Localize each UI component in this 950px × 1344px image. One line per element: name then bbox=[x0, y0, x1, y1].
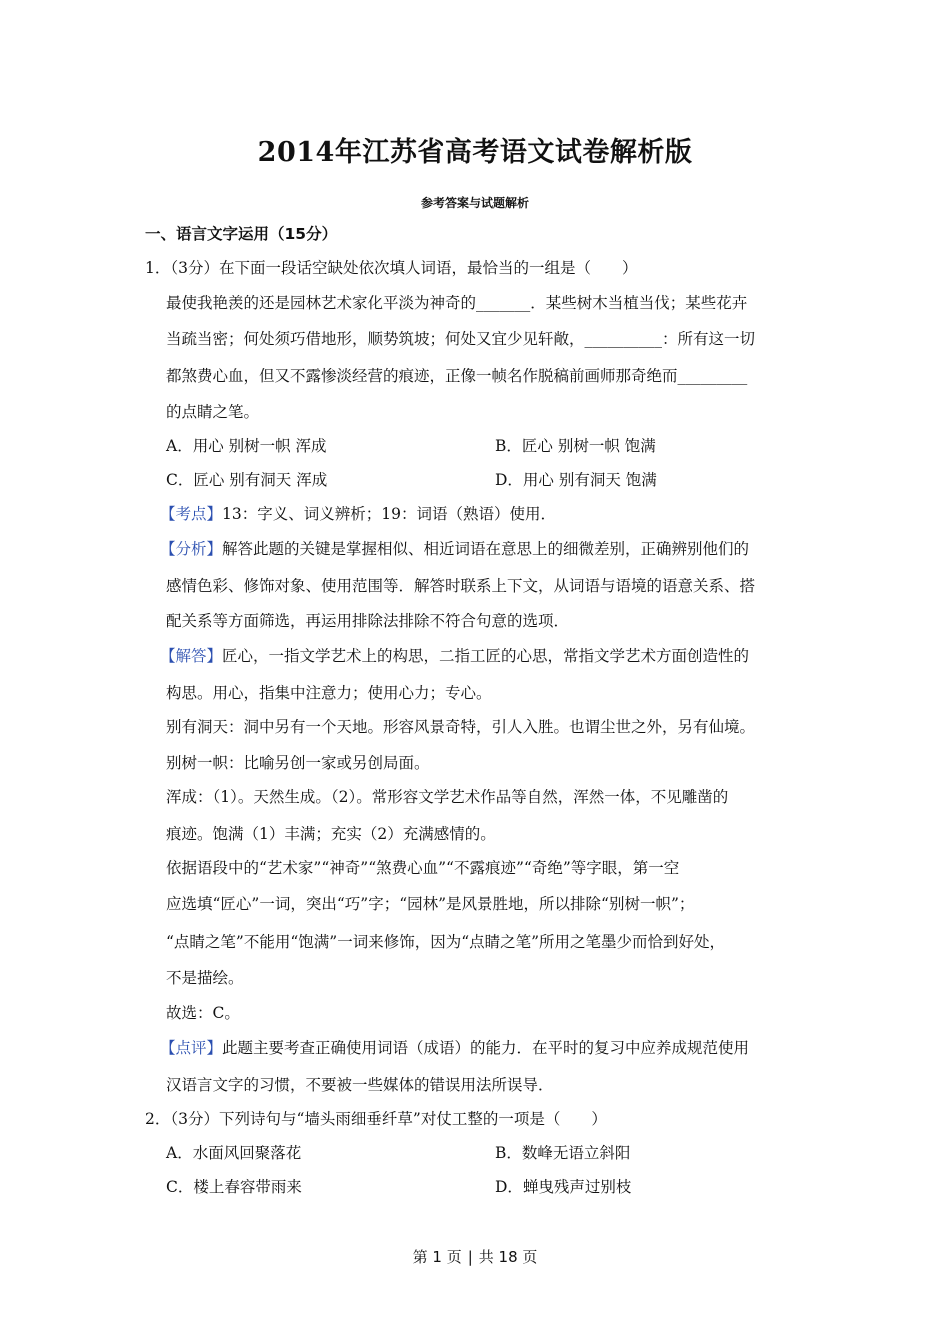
jieda-row bbox=[160, 644, 749, 666]
footer-separator: | bbox=[467, 1248, 473, 1266]
jieda-line: 别树一帜：比喻另创一家或另创局面。 bbox=[166, 754, 430, 772]
question-1-option-a: A．用心 别树一帜 浑成 bbox=[166, 437, 327, 455]
jieda-line: 应选填“匠心”一词，突出“巧”字；“园林”是风景胜地，所以排除“别树一帜”； bbox=[166, 895, 695, 913]
question-1-option-b: B．匠心 别树一帜 饱满 bbox=[495, 437, 656, 455]
page-footer bbox=[0, 1246, 950, 1267]
question-1-passage-line: 最使我艳羡的还是园林艺术家化平淡为神奇的_______．某些树木当植当伐；某些花卉 bbox=[166, 294, 748, 312]
dianping-tag: 【点评】 bbox=[160, 1039, 223, 1057]
answer-line: 故选：C。 bbox=[166, 1004, 240, 1022]
jieda-line: 痕迹。饱满（1）丰满；充实（2）充满感情的。 bbox=[166, 825, 496, 843]
question-1-stem: 1．（3分）在下面一段话空缺处依次填人词语，最恰当的一组是（ ） bbox=[145, 259, 638, 277]
kaodian-row bbox=[160, 502, 556, 524]
question-1-passage-line: 的点睛之笔。 bbox=[166, 403, 260, 421]
section-heading: 一、语言文字运用（15分） bbox=[145, 225, 338, 243]
question-1-passage-line: 都煞费心血，但又不露惨淡经营的痕迹，正像一帧名作脱稿前画师那奇绝而_________ bbox=[166, 367, 748, 385]
kaodian-text: 13：字义、词义辨析；19：词语（熟语）使用． bbox=[222, 505, 556, 523]
page-number: 第 1 页 bbox=[412, 1248, 462, 1266]
document-subtitle: 参考答案与试题解析 bbox=[420, 196, 529, 210]
dianping-line: 汉语言文字的习惯，不要被一些媒体的错误用法所误导． bbox=[166, 1076, 554, 1094]
page-total: 共 18 页 bbox=[478, 1248, 538, 1266]
jieda-line: “点睛之笔”不能用“饱满”一词来修饰，因为“点睛之笔”所用之笔墨少而恰到好处， bbox=[166, 933, 726, 951]
dianping-row bbox=[160, 1036, 749, 1058]
question-1-option-c: C．匠心 别有洞天 浑成 bbox=[166, 471, 328, 489]
kaodian-tag: 【考点】 bbox=[160, 505, 223, 523]
fenxi-text: 解答此题的关键是掌握相似、相近词语在意思上的细微差别，正确辨别他们的 bbox=[222, 540, 750, 558]
fenxi-row bbox=[160, 537, 749, 559]
question-1-option-d: D．用心 别有洞天 饱满 bbox=[495, 471, 657, 489]
jieda-line: 浑成：（1）。天然生成。（2）。常形容文学艺术作品等自然，浑然一体，不见雕凿的 bbox=[166, 788, 729, 806]
jieda-line: 构思。用心，指集中注意力；使用心力；专心。 bbox=[166, 684, 492, 702]
jieda-line: 不是描绘。 bbox=[166, 969, 244, 987]
question-2-option-d: D．蝉曳残声过别枝 bbox=[495, 1178, 632, 1196]
document-title: 2014年江苏省高考语文试卷解析版 bbox=[257, 137, 693, 168]
question-2-stem: 2．（3分）下列诗句与“墙头雨细垂纤草”对仗工整的一项是（ ） bbox=[145, 1110, 607, 1128]
question-1-passage-line: 当疏当密；何处须巧借地形，顺势筑坡；何处又宜少见轩敞，__________：所有这一切 bbox=[166, 330, 756, 348]
jieda-text: 匠心，一指文学艺术上的构思，二指工匠的心思，常指文学艺术方面创造性的 bbox=[222, 647, 750, 665]
question-2-option-c: C．楼上春容带雨来 bbox=[166, 1178, 302, 1196]
fenxi-line: 感情色彩、修饰对象、使用范围等．解答时联系上下文，从词语与语境的语意关系、搭 bbox=[166, 577, 756, 595]
question-2-option-a: A．水面风回聚落花 bbox=[166, 1144, 302, 1162]
jieda-line: 别有洞天：洞中另有一个天地。形容风景奇特，引人入胜。也谓尘世之外，另有仙境。 bbox=[166, 718, 756, 736]
dianping-text: 此题主要考查正确使用词语（成语）的能力．在平时的复习中应养成规范使用 bbox=[222, 1039, 750, 1057]
jieda-line: 依据语段中的“艺术家”“神奇”“煞费心血”“不露痕迹”“奇绝”等字眼，第一空 bbox=[166, 859, 680, 877]
fenxi-tag: 【分析】 bbox=[160, 540, 223, 558]
question-2-option-b: B．数峰无语立斜阳 bbox=[495, 1144, 631, 1162]
fenxi-line: 配关系等方面筛选，再运用排除法排除不符合句意的选项． bbox=[166, 612, 570, 630]
jieda-tag: 【解答】 bbox=[160, 647, 223, 665]
